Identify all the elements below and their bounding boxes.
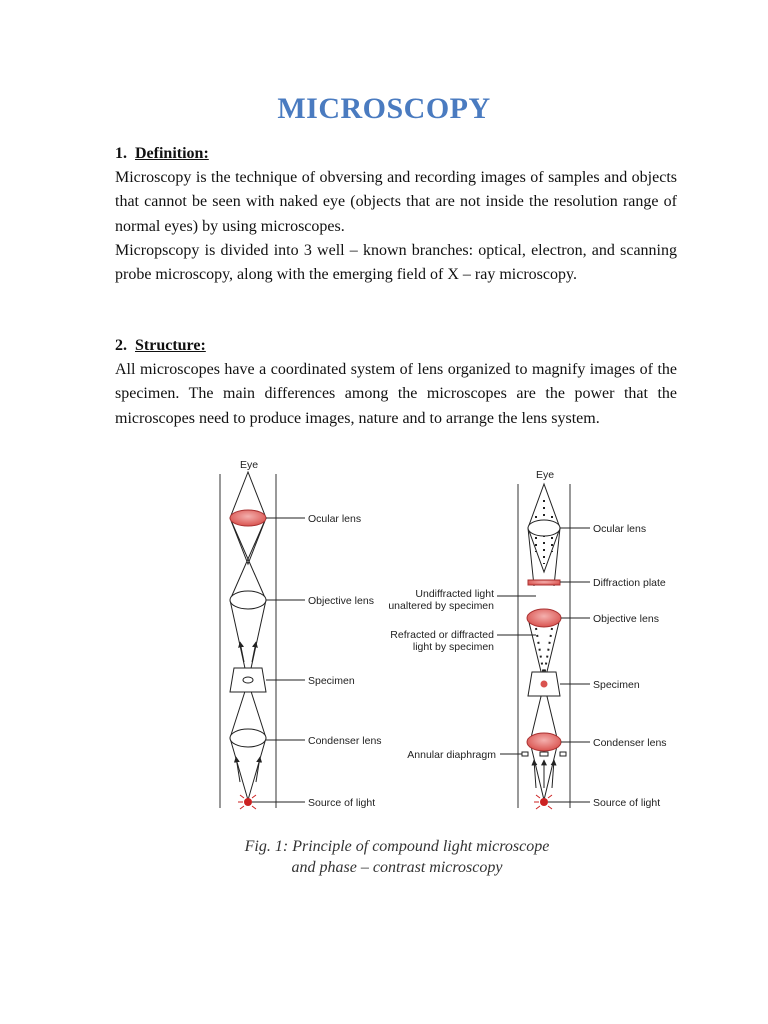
ocular-lens-shape (528, 520, 560, 536)
microscope-diagram (200, 452, 680, 832)
undiffracted-light-label: Undiffracted light (415, 588, 494, 600)
caption-line: and phase – contrast microscopy (291, 859, 503, 876)
section-heading-label: Structure: (135, 337, 206, 354)
condenser-lens-label: Condenser lens (308, 735, 382, 747)
specimen-shape (230, 668, 266, 692)
source-of-light-label: Source of light (593, 797, 661, 809)
refracted-light-label: Refracted or diffracted (390, 629, 494, 641)
paragraph: All microscopes have a coordinated system of lens organized to magnify images of the specimen. The main differences among the microscopes are the power that the microscopes need to produce images, nature and to arrange the lens system. (115, 361, 677, 427)
section-number: 2. (115, 337, 127, 354)
objective-lens-label: Objective lens (308, 595, 374, 607)
page-title: MICROSCOPY (277, 92, 491, 125)
annular-diaphragm-shape (522, 752, 528, 756)
ocular-lens-shape (230, 510, 266, 526)
refracted-light-label-line2: light by specimen (412, 641, 494, 653)
section-heading-structure (115, 334, 677, 358)
diffraction-plate-shape (528, 580, 560, 585)
specimen-label: Specimen (593, 679, 640, 691)
specimen-label: Specimen (308, 675, 355, 687)
diffraction-plate-label: Diffraction plate (593, 577, 666, 589)
figure-caption (200, 836, 594, 878)
ocular-lens-label: Ocular lens (593, 523, 647, 535)
paragraph: Microscopy is the technique of obversing and recording images of samples and objects that cannot be seen with naked eye (objects that are not inside the resolution range of normal eyes) by using microscopes. (115, 169, 677, 235)
eye-label: Eye (536, 469, 555, 481)
condenser-lens-shape (527, 733, 561, 751)
objective-lens-label: Objective lens (593, 613, 659, 625)
condenser-lens-label: Condenser lens (593, 737, 667, 749)
phase-contrast-microscope-diagram (388, 469, 666, 809)
eye-label: Eye (240, 459, 259, 471)
annular-diaphragm-label: Annular diaphragm (407, 749, 496, 761)
objective-lens-shape (527, 609, 561, 627)
caption-line: Fig. 1: Principle of compound light microscope (244, 838, 550, 855)
section-heading-label: Definition: (135, 145, 209, 162)
microscope-figure (200, 452, 680, 832)
section-heading-definition (115, 142, 677, 166)
undiffracted-light-label-line2: unaltered by specimen (388, 600, 494, 612)
section-definition (115, 142, 677, 287)
ocular-lens-label: Ocular lens (308, 513, 362, 525)
compound-microscope-diagram (220, 459, 382, 809)
paragraph: Micropscopy is divided into 3 well – known branches: optical, electron, and scanning probe microscopy, along with the emerging field of X – ray microscopy. (115, 241, 677, 284)
objective-lens-shape (230, 591, 266, 609)
source-of-light-label: Source of light (308, 797, 376, 809)
section-structure (115, 334, 677, 431)
section-number: 1. (115, 145, 127, 162)
condenser-lens-shape (230, 729, 266, 747)
